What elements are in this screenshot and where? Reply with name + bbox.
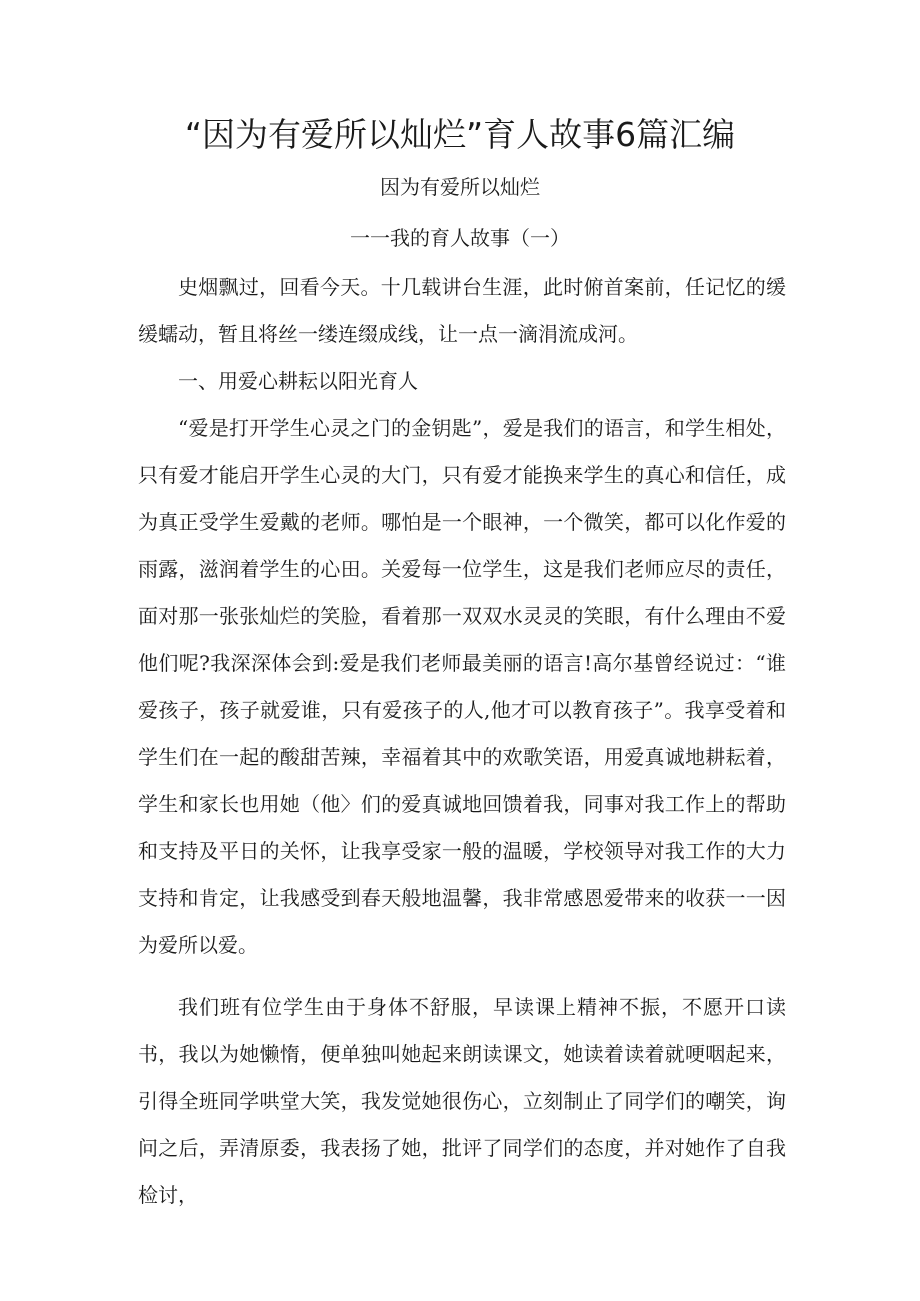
paragraph-intro: 史烟飘过，回看今天。十几载讲台生涯，此时俯首案前，任记忆的缓缓蠕动，暂且将丝一缕连缀成线，让一点一滴涓流成河。	[138, 275, 786, 346]
document-title: “因为有爱所以灿烂”育人故事6篇汇编	[184, 115, 736, 154]
story-subheading: 一一我的育人故事（一）	[350, 226, 570, 250]
paragraph-love: “爱是打开学生心灵之门的金钥匙”，爱是我们的语言，和学生相处，只有爱才能启开学生心灵的大门，只有爱才能换来学生的真心和信任，成为真正受学生爱戴的老师。哪怕是一个眼神，一个微笑，都可以化作爱的雨露，滋润着学生的心田。关爱每一位学生，这是我们老师应尽的责任，面对那一张张灿烂的笑脸，看着那一双双水灵灵的笑眼，有什么理由不爱他们呢?我深深体会到:爱是我们老师最美丽的语言!高尔基曾经说过：“谁爱孩子，孩子就爱谁，只有爱孩子的人,他才可以教育孩子”。我享受着和学生们在一起的酸甜苦辣，幸福着其中的欢歌笑语，用爱真诚地耕耘着，学生和家长也用她（他〉们的爱真诚地回馈着我，同事对我工作上的帮助和支持及平日的关怀，让我享受家一般的温暖，学校领导对我工作的大力支持和肯定，让我感受到春天般地温馨，我非常感恩爱带来的收获一一因为爱所以爱。	[138, 416, 786, 957]
story-title: 因为有爱所以灿烂	[380, 175, 540, 199]
paragraph-student-story: 我们班有位学生由于身体不舒服，早读课上精神不振，不愿开口读书，我以为她懒惰，便单独叫她起来朗读课文，她读着读着就哽咽起来，引得全班同学哄堂大笑，我发觉她很伤心，立刻制止了同学们的嘲笑，询问之后，弄清原委，我表扬了她，批评了同学们的态度，并对她作了自我检讨，	[138, 995, 786, 1207]
section-heading: 一、用爱心耕耘以阳光育人	[178, 369, 418, 393]
